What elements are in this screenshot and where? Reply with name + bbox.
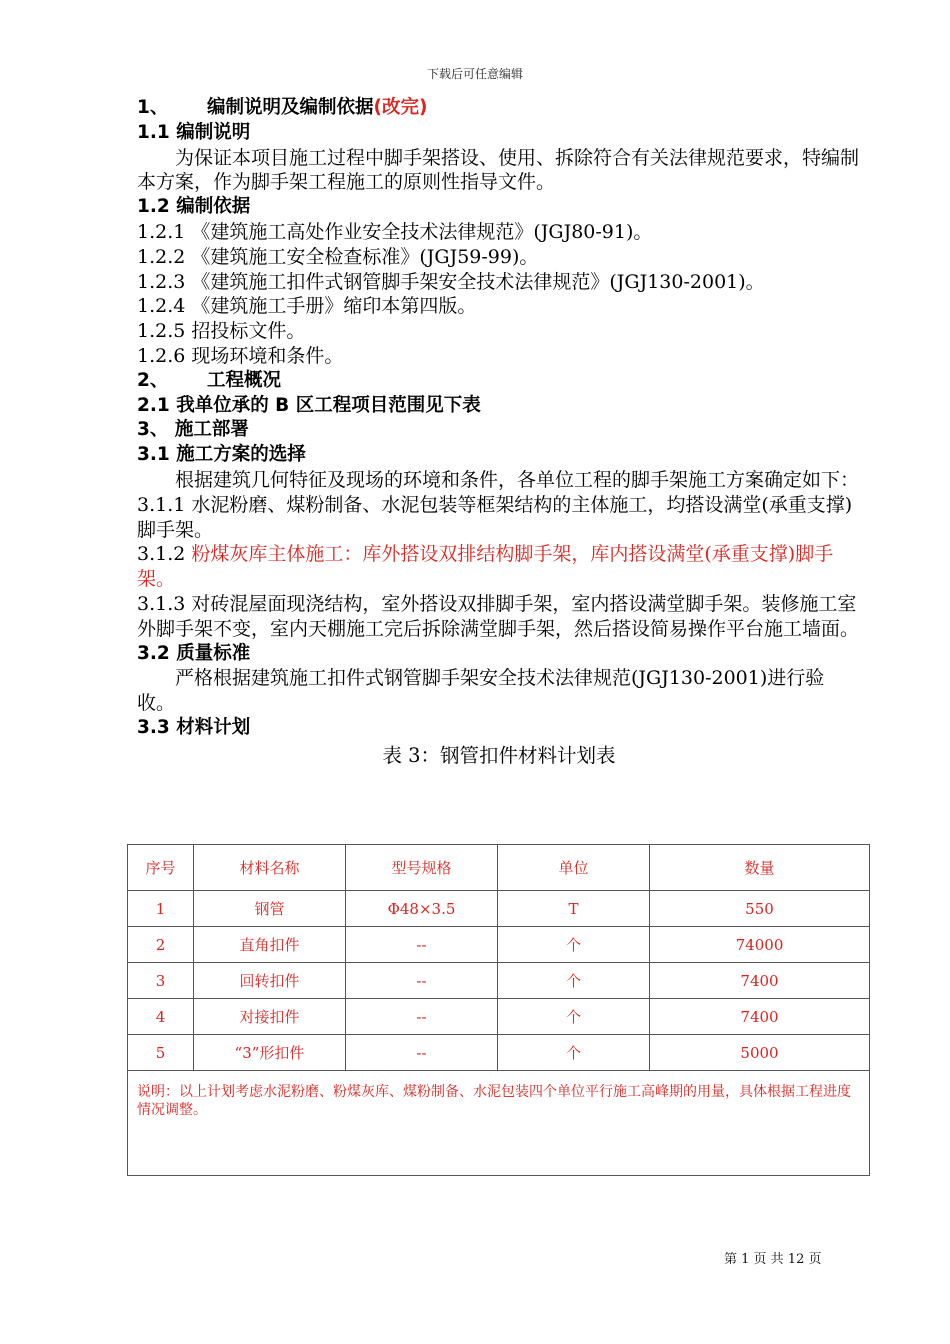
document-body: [137, 96, 861, 775]
section-1-heading-note: (改完): [373, 97, 428, 118]
table-cell: 直角扣件: [194, 927, 346, 963]
basis-item: 1.2.2 《建筑施工安全检查标准》(JGJ59-99)。: [137, 245, 539, 268]
table-cell: 5: [128, 1035, 194, 1071]
table-row: [128, 963, 870, 999]
section-1-1-title: 1.1 编制说明: [137, 121, 251, 143]
section-3-1-title: 3.1 施工方案的选择: [137, 444, 306, 466]
table-cell: 74000: [650, 927, 870, 963]
header-cell: 型号规格: [346, 845, 498, 891]
table-cell: --: [346, 963, 498, 999]
table-cell: 550: [650, 891, 870, 927]
header-cell: 材料名称: [194, 845, 346, 891]
section-3-2-title: 3.2 质量标准: [137, 642, 251, 664]
header-cell: 数量: [650, 845, 870, 891]
table-cell: --: [346, 1035, 498, 1071]
section-3-1-2: [137, 542, 861, 592]
section-3-3-title: 3.3 材料计划: [137, 716, 251, 738]
table-cell: 个: [498, 927, 650, 963]
table-cell: 1: [128, 891, 194, 927]
material-table: [127, 844, 870, 1176]
table-cell: --: [346, 927, 498, 963]
table-cell: 2: [128, 927, 194, 963]
table-cell: 7400: [650, 963, 870, 999]
table-row: [128, 927, 870, 963]
basis-item: 1.2.4 《建筑施工手册》缩印本第四版。: [137, 295, 477, 318]
table-caption: 表 3：钢管扣件材料计划表: [382, 743, 616, 767]
header-cell: 单位: [498, 845, 650, 891]
section-1-2-title: 1.2 编制依据: [137, 196, 251, 218]
page-footer: 第 1 页 共 12 页: [724, 1252, 822, 1267]
table-cell: 3: [128, 963, 194, 999]
basis-item: 1.2.6 现场环境和条件。: [137, 344, 344, 367]
section-1-1-body: 为保证本项目施工过程中脚手架搭设、使用、拆除符合有关法律规范要求，特编制本方案，作为脚手架工程施工的原则性指导文件。: [137, 146, 860, 194]
table-row: [128, 1035, 870, 1071]
section-3-heading: 3、 施工部署: [137, 419, 249, 441]
table-cell: 5000: [650, 1035, 870, 1071]
section-3-1-body: 根据建筑几何特征及现场的环境和条件，各单位工程的脚手架施工方案确定如下：: [175, 468, 860, 491]
table-cell: 4: [128, 999, 194, 1035]
table-cell: --: [346, 999, 498, 1035]
table-cell: 个: [498, 1035, 650, 1071]
page-header: 下载后可任意编辑: [426, 67, 523, 81]
section-1-heading-text: 1、 编制说明及编制依据: [137, 97, 374, 118]
table-header-row: [128, 845, 870, 891]
table-cell: 个: [498, 963, 650, 999]
material-table-wrapper: [127, 844, 869, 1176]
table-cell: 回转扣件: [194, 963, 346, 999]
section-3-1-1: 3.1.1 水泥粉磨、煤粉制备、水泥包装等框架结构的主体施工，均搭设满堂(承重支撑)脚手架。: [137, 493, 853, 541]
table-cell: 个: [498, 999, 650, 1035]
table-note-row: [128, 1071, 870, 1176]
section-3-1-3: 3.1.3 对砖混屋面现浇结构，室外搭设双排脚手架，室内搭设满堂脚手架。装修施工室外脚手架不变，室内天棚施工完后拆除满堂脚手架，然后搭设简易操作平台施工墙面。: [137, 592, 860, 640]
table-row: [128, 999, 870, 1035]
table-cell: 对接扣件: [194, 999, 346, 1035]
table-row: [128, 891, 870, 927]
basis-item: 1.2.1 《建筑施工高处作业安全技术法律规范》(JGJ80-91)。: [137, 220, 653, 243]
table-cell: 钢管: [194, 891, 346, 927]
section-1-heading: [137, 96, 861, 121]
section-2-heading: 2、 工程概况: [137, 369, 282, 391]
table-cell: “3”形扣件: [194, 1035, 346, 1071]
table-note: 说明：以上计划考虑水泥粉磨、粉煤灰库、煤粉制备、水泥包装四个单位平行施工高峰期的用量，具体根据工程进度情况调整。: [128, 1071, 870, 1176]
table-cell: 7400: [650, 999, 870, 1035]
basis-item: 1.2.3 《建筑施工扣件式钢管脚手架安全技术法律规范》(JGJ130-2001)。: [137, 270, 765, 293]
section-3-1-2-number: 3.1.2: [137, 543, 192, 566]
section-3-1-2-text: 粉煤灰库主体施工：库外搭设双排结构脚手架，库内搭设满堂(承重支撑)脚手架。: [137, 543, 834, 591]
table-cell: Φ48×3.5: [346, 891, 498, 927]
basis-item: 1.2.5 招投标文件。: [137, 320, 306, 343]
header-cell: 序号: [128, 845, 194, 891]
table-cell: T: [498, 891, 650, 927]
section-2-1-title: 2.1 我单位承的 B 区工程项目范围见下表: [137, 394, 481, 416]
section-3-2-body: 严格根据建筑施工扣件式钢管脚手架安全技术法律规范(JGJ130-2001)进行验收。: [137, 667, 825, 715]
